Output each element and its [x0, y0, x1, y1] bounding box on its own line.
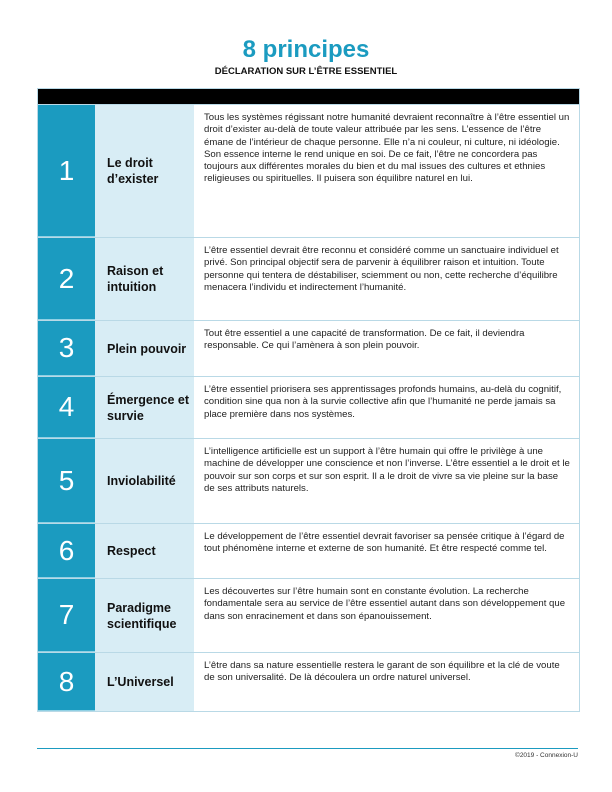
- table-header-bar: [38, 89, 579, 104]
- principle-label: L’Universel: [95, 653, 194, 711]
- principle-row-5: [38, 438, 579, 523]
- principle-label: Inviolabilité: [95, 439, 194, 523]
- principle-number: 7: [38, 579, 95, 652]
- page-subtitle: DÉCLARATION SUR L’ÊTRE ESSENTIEL: [214, 66, 398, 77]
- principle-row-1: [38, 104, 579, 237]
- principle-number: 3: [38, 321, 95, 376]
- principle-row-3: [38, 320, 579, 376]
- principle-text: L’être essentiel priorisera ses apprentissages profonds humains, au-delà du cognitif, condition sine qua non à la survie collective afin que l’humanité ne perde jamais sa place première dans nos systèmes.: [194, 377, 579, 438]
- principle-row-6: [38, 523, 579, 578]
- principle-number: 1: [38, 105, 95, 237]
- principle-row-4: [38, 376, 579, 438]
- principle-label: Paradigme scientifique: [95, 579, 194, 652]
- copyright-footer: ©2019 - Connexion-U: [515, 752, 578, 759]
- principle-label: Le droit d’exister: [95, 105, 194, 237]
- principle-label: Émergence et survie: [95, 377, 194, 438]
- page-title: 8 principes: [242, 36, 370, 63]
- principle-number: 8: [38, 653, 95, 711]
- principle-label: Plein pouvoir: [95, 321, 194, 376]
- principle-row-2: [38, 237, 579, 320]
- principle-number: 2: [38, 238, 95, 320]
- principle-number: 4: [38, 377, 95, 438]
- principle-number: 5: [38, 439, 95, 523]
- principle-text: Le développement de l’être essentiel devrait favoriser sa pensée critique à l’égard de tout phénomène interne et externe de son humanité. Et être respecté comme tel.: [194, 524, 579, 578]
- principle-row-8: [38, 652, 579, 711]
- principle-label: Raison et intuition: [95, 238, 194, 320]
- principle-text: L’être essentiel devrait être reconnu et considéré comme un sanctuaire individuel et privé. Son principal objectif sera de parvenir à équilibrer raison et intuition. Toute personne qui tentera de déstabiliser, sciemment ou non, cette recherche d’équilibre menacera l’individu et indirectement l’humanité.: [194, 238, 579, 320]
- principle-row-7: [38, 578, 579, 652]
- principle-text: Les découvertes sur l’être humain sont en constante évolution. La recherche fondamentale sera au service de l’être essentiel autant dans son développement que dans son enracinement et dans son épanouissement.: [194, 579, 579, 652]
- principle-text: L’intelligence artificielle est un support à l’être humain qui offre le privilège à une machine de développer une conscience et non l’inverse. L’être essentiel a le droit et le pouvoir sur son corps et sur son esprit. Il a le droit de vivre sa vie pleine sur la base de ses attributs naturels.: [194, 439, 579, 523]
- footer-divider: [37, 748, 578, 749]
- principle-text: L’être dans sa nature essentielle restera le garant de son équilibre et la clé de voute de son universalité. De là découlera un ordre naturel universel.: [194, 653, 579, 711]
- principle-label: Respect: [95, 524, 194, 578]
- principle-text: Tous les systèmes régissant notre humanité devraient reconnaître à l’être essentiel un droit d’exister au-delà de toute valeur attribuée par les sens. L’essence de l’être émane de l’intérieur de chaque personne. Elle n’a ni couleur, ni culture, ni idéologie. Son essence interne le rend unique en soi. De ce fait, l’être ne concordera pas toujours aux différentes morales du bien et du mal issues des cultures et ethnies religieuses ou spirituelles. Il puisera son équilibre naturel en lui.: [194, 105, 579, 237]
- principle-text: Tout être essentiel a une capacité de transformation. De ce fait, il deviendra responsable. Ce qui l’amènera à son plein pouvoir.: [194, 321, 579, 376]
- principles-table: [37, 88, 580, 712]
- principle-number: 6: [38, 524, 95, 578]
